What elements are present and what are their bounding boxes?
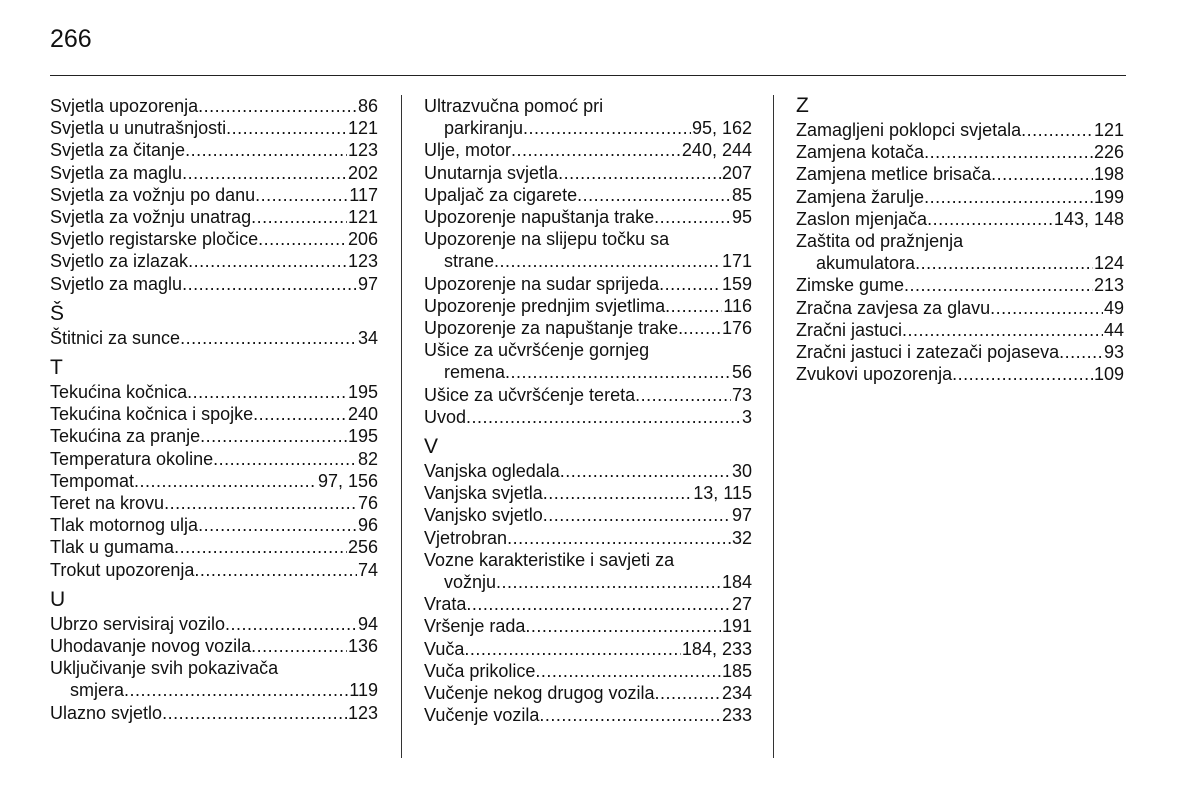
index-entry xyxy=(50,184,378,206)
dot-leader xyxy=(464,638,681,660)
dot-leader xyxy=(180,327,357,349)
entry-label: Vanjska ogledala xyxy=(424,461,560,482)
entry-label: Zračni jastuci xyxy=(796,319,903,340)
entry-label: Zamjena metlice brisača xyxy=(796,164,992,185)
dot-leader xyxy=(523,117,691,139)
dot-leader xyxy=(494,250,721,272)
dot-leader xyxy=(990,297,1103,319)
entry-pages: 233 xyxy=(721,705,752,726)
dot-leader xyxy=(915,252,1093,274)
dot-leader xyxy=(525,615,721,637)
entry-pages: 195 xyxy=(347,426,378,447)
index-entry xyxy=(796,119,1124,141)
index-entry xyxy=(50,95,378,117)
entry-pages: 85 xyxy=(731,184,752,205)
entry-pages: 226 xyxy=(1093,142,1124,163)
dot-leader xyxy=(466,593,731,615)
entry-pages: 117 xyxy=(349,184,378,205)
entry-pages: 171 xyxy=(721,251,752,272)
index-entry xyxy=(796,363,1124,385)
entry-pages: 184, 233 xyxy=(681,638,752,659)
index-entry xyxy=(50,327,378,349)
entry-label: Vanjsko svjetlo xyxy=(424,505,543,526)
entry-pages: 95 xyxy=(731,207,752,228)
index-column-1 xyxy=(50,95,378,724)
entry-label: Tekućina za pranje xyxy=(50,426,201,447)
dot-leader xyxy=(185,139,347,161)
index-entry xyxy=(796,297,1124,319)
entry-label: parkiranju xyxy=(444,118,524,139)
index-entry xyxy=(424,615,752,637)
index-entry xyxy=(424,571,752,593)
entry-label: Zvukovi upozorenja xyxy=(796,364,953,385)
entry-pages: 97 xyxy=(731,505,752,526)
entry-pages: 121 xyxy=(1093,120,1124,140)
entry-label: Štitnici za sunce xyxy=(50,327,181,348)
entry-pages: 94 xyxy=(357,613,378,634)
entry-pages: 97, 156 xyxy=(317,470,378,491)
dot-leader xyxy=(505,361,731,383)
entry-label: Vučenje nekog drugog vozila xyxy=(424,683,655,704)
entry-label: Teret na krovu xyxy=(50,493,165,514)
entry-pages: 199 xyxy=(1093,186,1124,207)
index-entry xyxy=(50,635,378,657)
index-entry xyxy=(50,492,378,514)
entry-pages: 240 xyxy=(347,404,378,425)
entry-pages: 34 xyxy=(357,327,378,348)
entry-label: Tlak motornog ulja xyxy=(50,515,199,536)
entry-pages: 121 xyxy=(347,207,378,228)
index-column-3 xyxy=(796,95,1124,385)
dot-leader xyxy=(194,559,357,581)
index-entry xyxy=(424,460,752,482)
entry-pages: 213 xyxy=(1093,275,1124,296)
entry-pages: 136 xyxy=(347,636,378,657)
dot-leader xyxy=(952,363,1093,385)
entry-label: Upaljač za cigarete xyxy=(424,184,578,205)
entry-label: Ušice za učvršćenje tereta xyxy=(424,384,636,405)
dot-leader xyxy=(174,536,347,558)
entry-label: Tekućina kočnica xyxy=(50,382,188,403)
entry-label: Vanjska svjetla xyxy=(424,483,543,504)
index-entry xyxy=(50,162,378,184)
entry-label: Vjetrobran xyxy=(424,527,508,548)
entry-label: Vuča prikolice xyxy=(424,660,536,681)
entry-label: Upozorenje prednjim svjetlima xyxy=(424,295,666,316)
index-entry xyxy=(796,274,1124,296)
dot-leader xyxy=(511,139,681,161)
entry-pages: 198 xyxy=(1093,164,1124,185)
entry-label: Tekućina kočnica i spojke xyxy=(50,404,254,425)
entry-label: Uvod xyxy=(424,406,467,427)
dot-leader xyxy=(507,527,731,549)
index-entry xyxy=(50,470,378,492)
index-entry xyxy=(50,403,378,425)
entry-label: Svjetla upozorenja xyxy=(50,96,199,116)
entry-label: Upozorenje napuštanja trake xyxy=(424,207,655,228)
dot-leader xyxy=(535,660,721,682)
entry-label: Svjetlo za izlazak xyxy=(50,251,189,272)
entry-pages: 121 xyxy=(347,118,378,139)
entry-label: Vozne karakteristike i savjeti za xyxy=(424,549,675,570)
dot-leader xyxy=(162,702,347,724)
entry-label: Vrata xyxy=(424,594,467,615)
entry-label: Trokut upozorenja xyxy=(50,559,195,580)
entry-label: Svjetla za vožnju unatrag xyxy=(50,207,252,228)
dot-leader xyxy=(251,635,347,657)
dot-leader xyxy=(558,162,721,184)
index-entry xyxy=(796,252,1124,274)
index-entry xyxy=(50,117,378,139)
entry-label: Ultrazvučna pomoć pri xyxy=(424,96,604,116)
entry-label: Ubrzo servisiraj vozilo xyxy=(50,613,226,634)
dot-leader xyxy=(904,274,1093,296)
column-divider xyxy=(401,95,402,758)
dot-leader xyxy=(635,384,731,406)
entry-pages: 143, 148 xyxy=(1053,208,1124,229)
entry-pages: 74 xyxy=(357,559,378,580)
entry-pages: 185 xyxy=(721,660,752,681)
entry-label: strane xyxy=(444,251,495,272)
dot-leader xyxy=(255,184,348,206)
entry-pages: 123 xyxy=(347,140,378,161)
index-entry xyxy=(424,295,752,317)
entry-label: Zračni jastuci i zatezači pojaseva xyxy=(796,342,1060,363)
entry-pages: 30 xyxy=(731,461,752,482)
index-entry xyxy=(50,273,378,295)
entry-label: Svjetlo registarske pločice xyxy=(50,229,259,250)
dot-leader xyxy=(683,317,721,339)
dot-leader xyxy=(182,162,347,184)
entry-label: Zračna zavjesa za glavu xyxy=(796,297,991,318)
dot-leader xyxy=(466,406,741,428)
entry-label: akumulatora xyxy=(816,253,916,274)
section-letter: U xyxy=(50,587,66,611)
index-entry xyxy=(424,384,752,406)
index-entry xyxy=(50,679,378,701)
index-entry xyxy=(424,184,752,206)
entry-label: remena xyxy=(444,362,506,383)
dot-leader xyxy=(213,448,357,470)
entry-pages: 124 xyxy=(1093,253,1124,274)
dot-leader xyxy=(496,571,721,593)
entry-label: Ulazno svjetlo xyxy=(50,702,163,723)
index-entry xyxy=(424,504,752,526)
entry-label: Svjetla za vožnju po danu xyxy=(50,184,256,205)
dot-leader xyxy=(253,403,347,425)
index-entry xyxy=(424,704,752,726)
index-entry xyxy=(796,319,1124,341)
index-entry xyxy=(50,559,378,581)
dot-leader xyxy=(1059,341,1103,363)
index-entry xyxy=(796,163,1124,185)
index-entry xyxy=(424,638,752,660)
index-entry xyxy=(50,228,378,250)
entry-label: smjera xyxy=(70,680,125,701)
entry-pages: 13, 115 xyxy=(693,483,752,504)
entry-label: Upozorenje za napuštanje trake. xyxy=(424,318,684,339)
section-letter: T xyxy=(50,356,63,380)
entry-label: Uhodavanje novog vozila xyxy=(50,636,252,657)
index-entry xyxy=(796,186,1124,208)
entry-label: Zaštita od pražnjenja xyxy=(796,231,964,252)
dot-leader xyxy=(188,250,347,272)
dot-leader xyxy=(991,163,1093,185)
index-entry xyxy=(50,381,378,403)
index-entry xyxy=(424,361,752,383)
dot-leader xyxy=(924,141,1093,163)
entry-pages: 86 xyxy=(357,96,378,116)
entry-label: Zamjena kotača xyxy=(796,142,925,163)
entry-label: Unutarnja svjetla xyxy=(424,162,559,183)
entry-pages: 95, 162 xyxy=(691,118,752,139)
entry-pages: 27 xyxy=(731,594,752,615)
dot-leader xyxy=(198,514,357,536)
dot-leader xyxy=(577,184,731,206)
index-entry xyxy=(796,208,1124,230)
entry-label: Zamagljeni poklopci svjetala xyxy=(796,120,1022,140)
dot-leader xyxy=(164,492,357,514)
entry-pages: 32 xyxy=(731,527,752,548)
entry-label: Svjetlo za maglu xyxy=(50,273,183,294)
index-entry xyxy=(50,425,378,447)
index-entry xyxy=(424,682,752,704)
entry-label: Tlak u gumama xyxy=(50,537,175,558)
entry-label: Upozorenje na slijepu točku sa xyxy=(424,229,670,250)
index-column-2 xyxy=(424,95,752,726)
entry-pages: 123 xyxy=(347,702,378,723)
dot-leader xyxy=(654,206,731,228)
index-entry xyxy=(50,250,378,272)
index-entry xyxy=(424,317,752,339)
dot-leader xyxy=(225,613,357,635)
entry-label: Tempomat xyxy=(50,470,135,491)
entry-pages: 82 xyxy=(357,448,378,469)
section-letter: V xyxy=(424,435,439,459)
dot-leader xyxy=(927,208,1053,230)
dot-leader xyxy=(226,117,347,139)
entry-pages: 206 xyxy=(347,229,378,250)
entry-pages: 240, 244 xyxy=(681,140,752,161)
entry-pages: 109 xyxy=(1093,364,1124,385)
entry-label: Temperatura okoline xyxy=(50,448,214,469)
entry-pages: 73 xyxy=(731,384,752,405)
entry-label: vožnju xyxy=(444,572,497,593)
entry-label: Svjetla u unutrašnjosti xyxy=(50,118,227,139)
index-entry xyxy=(424,250,752,272)
index-entry xyxy=(424,162,752,184)
entry-pages: 56 xyxy=(731,362,752,383)
entry-pages: 202 xyxy=(347,162,378,183)
index-entry xyxy=(424,273,752,295)
index-entry xyxy=(424,660,752,682)
dot-leader xyxy=(543,482,693,504)
entry-label: Zaslon mjenjača xyxy=(796,208,928,229)
dot-leader xyxy=(655,682,721,704)
entry-pages: 207 xyxy=(721,162,752,183)
entry-pages: 256 xyxy=(347,537,378,558)
index-entry xyxy=(796,141,1124,163)
dot-leader xyxy=(187,381,347,403)
index-entry xyxy=(50,613,378,635)
entry-pages: 93 xyxy=(1103,342,1124,363)
entry-label: Ulje, motor xyxy=(424,140,512,161)
dot-leader xyxy=(659,273,721,295)
index-entry xyxy=(424,206,752,228)
index-entry xyxy=(50,536,378,558)
index-entry xyxy=(796,341,1124,363)
entry-pages: 195 xyxy=(347,382,378,403)
index-entry xyxy=(424,527,752,549)
dot-leader xyxy=(560,460,731,482)
header-rule xyxy=(50,75,1126,76)
entry-pages: 123 xyxy=(347,251,378,272)
entry-label: Zamjena žarulje xyxy=(796,186,925,207)
dot-leader xyxy=(200,425,347,447)
index-entry xyxy=(50,206,378,228)
dot-leader xyxy=(543,504,731,526)
entry-pages: 44 xyxy=(1103,319,1124,340)
entry-pages: 116 xyxy=(723,295,752,316)
dot-leader xyxy=(124,679,348,701)
entry-label: Uključivanje svih pokazivača xyxy=(50,658,279,679)
entry-label: Vučenje vozila xyxy=(424,705,540,726)
entry-pages: 184 xyxy=(721,572,752,593)
column-divider xyxy=(773,95,774,758)
entry-label: Vršenje rada xyxy=(424,616,526,637)
index-entry xyxy=(50,702,378,724)
entry-label: Svjetla za maglu xyxy=(50,162,183,183)
dot-leader xyxy=(182,273,357,295)
entry-label: Zimske gume xyxy=(796,275,905,296)
dot-leader xyxy=(665,295,722,317)
entry-pages: 234 xyxy=(721,683,752,704)
entry-pages: 3 xyxy=(741,406,752,427)
entry-label: Vuča xyxy=(424,638,465,659)
dot-leader xyxy=(258,228,347,250)
dot-leader xyxy=(198,95,357,117)
index-entry xyxy=(424,139,752,161)
entry-pages: 191 xyxy=(721,616,752,637)
entry-pages: 176 xyxy=(721,318,752,339)
entry-pages: 76 xyxy=(357,493,378,514)
index-entry xyxy=(50,514,378,536)
index-entry xyxy=(424,593,752,615)
entry-pages: 119 xyxy=(349,680,378,701)
dot-leader xyxy=(902,319,1103,341)
entry-pages: 97 xyxy=(357,273,378,294)
dot-leader xyxy=(924,186,1093,208)
dot-leader xyxy=(539,704,721,726)
index-entry xyxy=(424,406,752,428)
entry-pages: 159 xyxy=(721,273,752,294)
section-letter: Z xyxy=(796,94,809,117)
dot-leader xyxy=(251,206,347,228)
dot-leader xyxy=(134,470,317,492)
dot-leader xyxy=(1021,119,1093,141)
entry-pages: 49 xyxy=(1103,297,1124,318)
section-letter: Š xyxy=(50,301,65,325)
index-entry xyxy=(50,448,378,470)
index-entry xyxy=(50,139,378,161)
entry-label: Upozorenje na sudar sprijeda xyxy=(424,273,660,294)
entry-pages: 96 xyxy=(357,515,378,536)
entry-label: Ušice za učvršćenje gornjeg xyxy=(424,340,650,361)
entry-label: Svjetla za čitanje xyxy=(50,140,186,161)
page-number: 266 xyxy=(50,25,92,53)
index-entry xyxy=(424,482,752,504)
index-entry xyxy=(424,117,752,139)
